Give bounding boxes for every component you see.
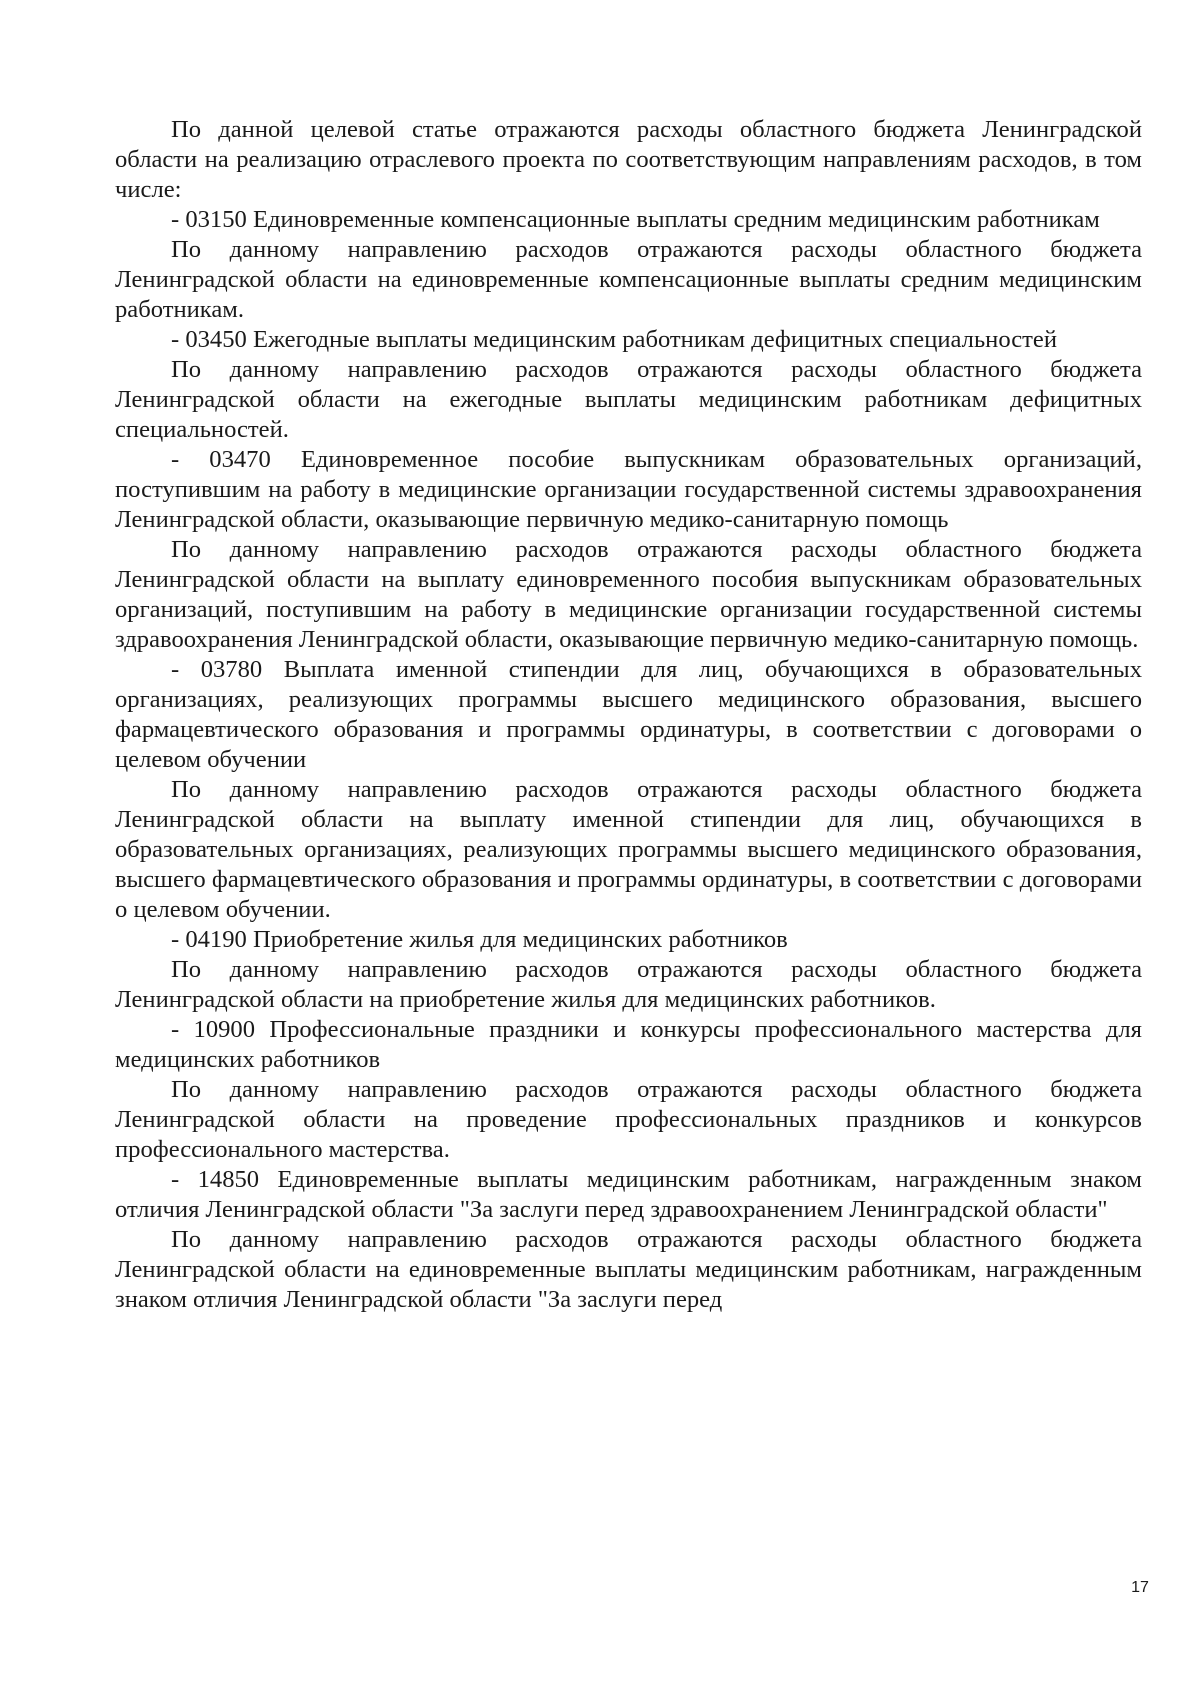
item-heading-03450: - 03450 Ежегодные выплаты медицинским работникам дефицитных специальностей [171, 326, 1057, 353]
item-description-14850: По данному направлению расходов отражаются расходы областного бюджета Ленинградской области на единовременные выплаты медицинским работникам, награжденным знаком отличия Ленинградской области "За заслуги перед [115, 1226, 1142, 1313]
item-heading-10900: - 10900 Профессиональные праздники и конкурсы профессионального мастерства для медицинских работников [115, 1016, 1142, 1073]
paragraph-intro: По данной целевой статье отражаются расходы областного бюджета Ленинградской области на реализацию отраслевого проекта по соответствующим направлениям расходов, в том числе: [115, 116, 1142, 203]
item-description-03780: По данному направлению расходов отражаются расходы областного бюджета Ленинградской области на выплату именной стипендии для лиц, обучающихся в образовательных организациях, реализующих программы высшего медицинского образования, высшего фармацевтического образования и программы ординатуры, в соответствии с договорами о целевом обучении. [115, 776, 1142, 923]
item-description-04190: По данному направлению расходов отражаются расходы областного бюджета Ленинградской области на приобретение жилья для медицинских работников. [115, 956, 1142, 1013]
item-description-03450: По данному направлению расходов отражаются расходы областного бюджета Ленинградской области на ежегодные выплаты медицинским работникам дефицитных специальностей. [115, 356, 1142, 443]
item-description-03150: По данному направлению расходов отражаются расходы областного бюджета Ленинградской области на единовременные компенсационные выплаты средним медицинским работникам. [115, 236, 1142, 323]
item-description-10900: По данному направлению расходов отражаются расходы областного бюджета Ленинградской области на проведение профессиональных праздников и конкурсов профессионального мастерства. [115, 1076, 1142, 1163]
item-heading-03470: - 03470 Единовременное пособие выпускникам образовательных организаций, поступившим на работу в медицинские организации государственной системы здравоохранения Ленинградской области, оказывающие первичную медико-санитарную помощь [115, 446, 1142, 533]
item-heading-04190: - 04190 Приобретение жилья для медицинских работников [171, 926, 788, 953]
item-heading-03150: - 03150 Единовременные компенсационные выплаты средним медицинским работникам [171, 206, 1100, 233]
item-description-03470: По данному направлению расходов отражаются расходы областного бюджета Ленинградской области на выплату единовременного пособия выпускникам образовательных организаций, поступившим на работу в медицинские организации государственной системы здравоохранения Ленинградской области, оказывающие первичную медико-санитарную помощь. [115, 536, 1142, 653]
page-number: 17 [1131, 1579, 1149, 1596]
item-heading-14850: - 14850 Единовременные выплаты медицинским работникам, награжденным знаком отличия Ленинградской области "За заслуги перед здравоохранением Ленинградской области" [115, 1166, 1142, 1223]
item-heading-03780: - 03780 Выплата именной стипендии для лиц, обучающихся в образовательных организациях, реализующих программы высшего медицинского образования, высшего фармацевтического образования и программы ординатуры, в соответствии с договорами о целевом обучении [115, 656, 1142, 773]
body-text [115, 115, 1142, 1315]
